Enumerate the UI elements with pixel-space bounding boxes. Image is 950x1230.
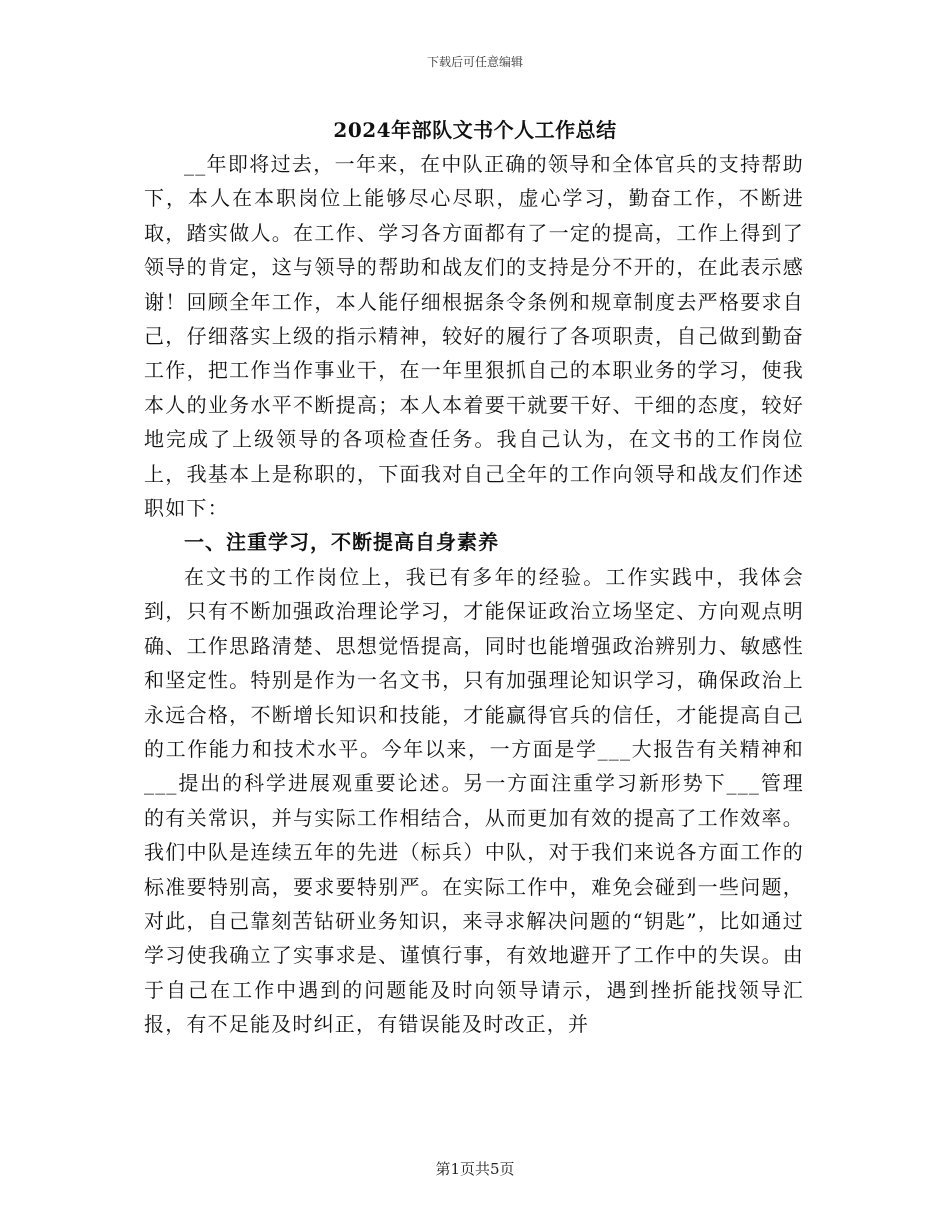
body-paragraph: 在文书的工作岗位上，我已有多年的经验。工作实践中，我体会到，只有不断加强政治理论学习，才能保证政治立场坚定、方向观点明确、工作思路清楚、思想觉悟提高，同时也能增强政治辨别力、敏感性和坚定性。特别是作为一名文书，只有加强理论知识学习，确保政治上永远合格，不断增长知识和技能，才能赢得官兵的信任，才能提高自己的工作能力和技术水平。今年以来，一方面是学___大报告有关精神和___提出的科学进展观重要论述。另一方面注重学习新形势下___管理的有关常识，并与实际工作相结合，从而更加有效的提高了工作效率。我们中队是连续五年的先进（标兵）中队，对于我们来说各方面工作的标准要特别高，要求要特别严。在实际工作中，难免会碰到一些问题，对此，自己靠刻苦钻研业务知识，来寻求解决问题的“钥匙”，比如通过学习使我确立了实事求是、谨慎行事，有效地避开了工作中的失误。由于自己在工作中遇到的问题能及时向领导请示，遇到挫折能找领导汇报，有不足能及时纠正，有错误能及时改正，并 — [144, 564, 804, 1037]
document-body — [144, 147, 804, 1042]
section-heading: 一、注重学习，不断提高自身素养 — [184, 530, 499, 555]
document-title: 2024年部队文书个人工作总结 — [333, 118, 617, 142]
page-header-note: 下载后可任意编辑 — [426, 55, 523, 69]
intro-paragraph: __年即将过去，一年来，在中队正确的领导和全体官兵的支持帮助下，本人在本职岗位上能够尽心尽职，虚心学习，勤奋工作，不断进取，踏实做人。在工作、学习各方面都有了一定的提高，工作上得到了领导的肯定，这与领导的帮助和战友们的支持是分不开的，在此表示感谢！回顾全年工作，本人能仔细根据条令条例和规章制度去严格要求自己，仔细落实上级的指示精神，较好的履行了各项职责，自己做到勤奋工作，把工作当作事业干，在一年里狠抓自己的本职业务的学习，使我本人的业务水平不断提高；本人本着要干就要干好、干细的态度，较好地完成了上级领导的各项检查任务。我自己认为，在文书的工作岗位上，我基本上是称职的，下面我对自己全年的工作向领导和战友们作述职如下： — [144, 152, 804, 521]
page-number: 第1页共5页 — [435, 1160, 515, 1178]
